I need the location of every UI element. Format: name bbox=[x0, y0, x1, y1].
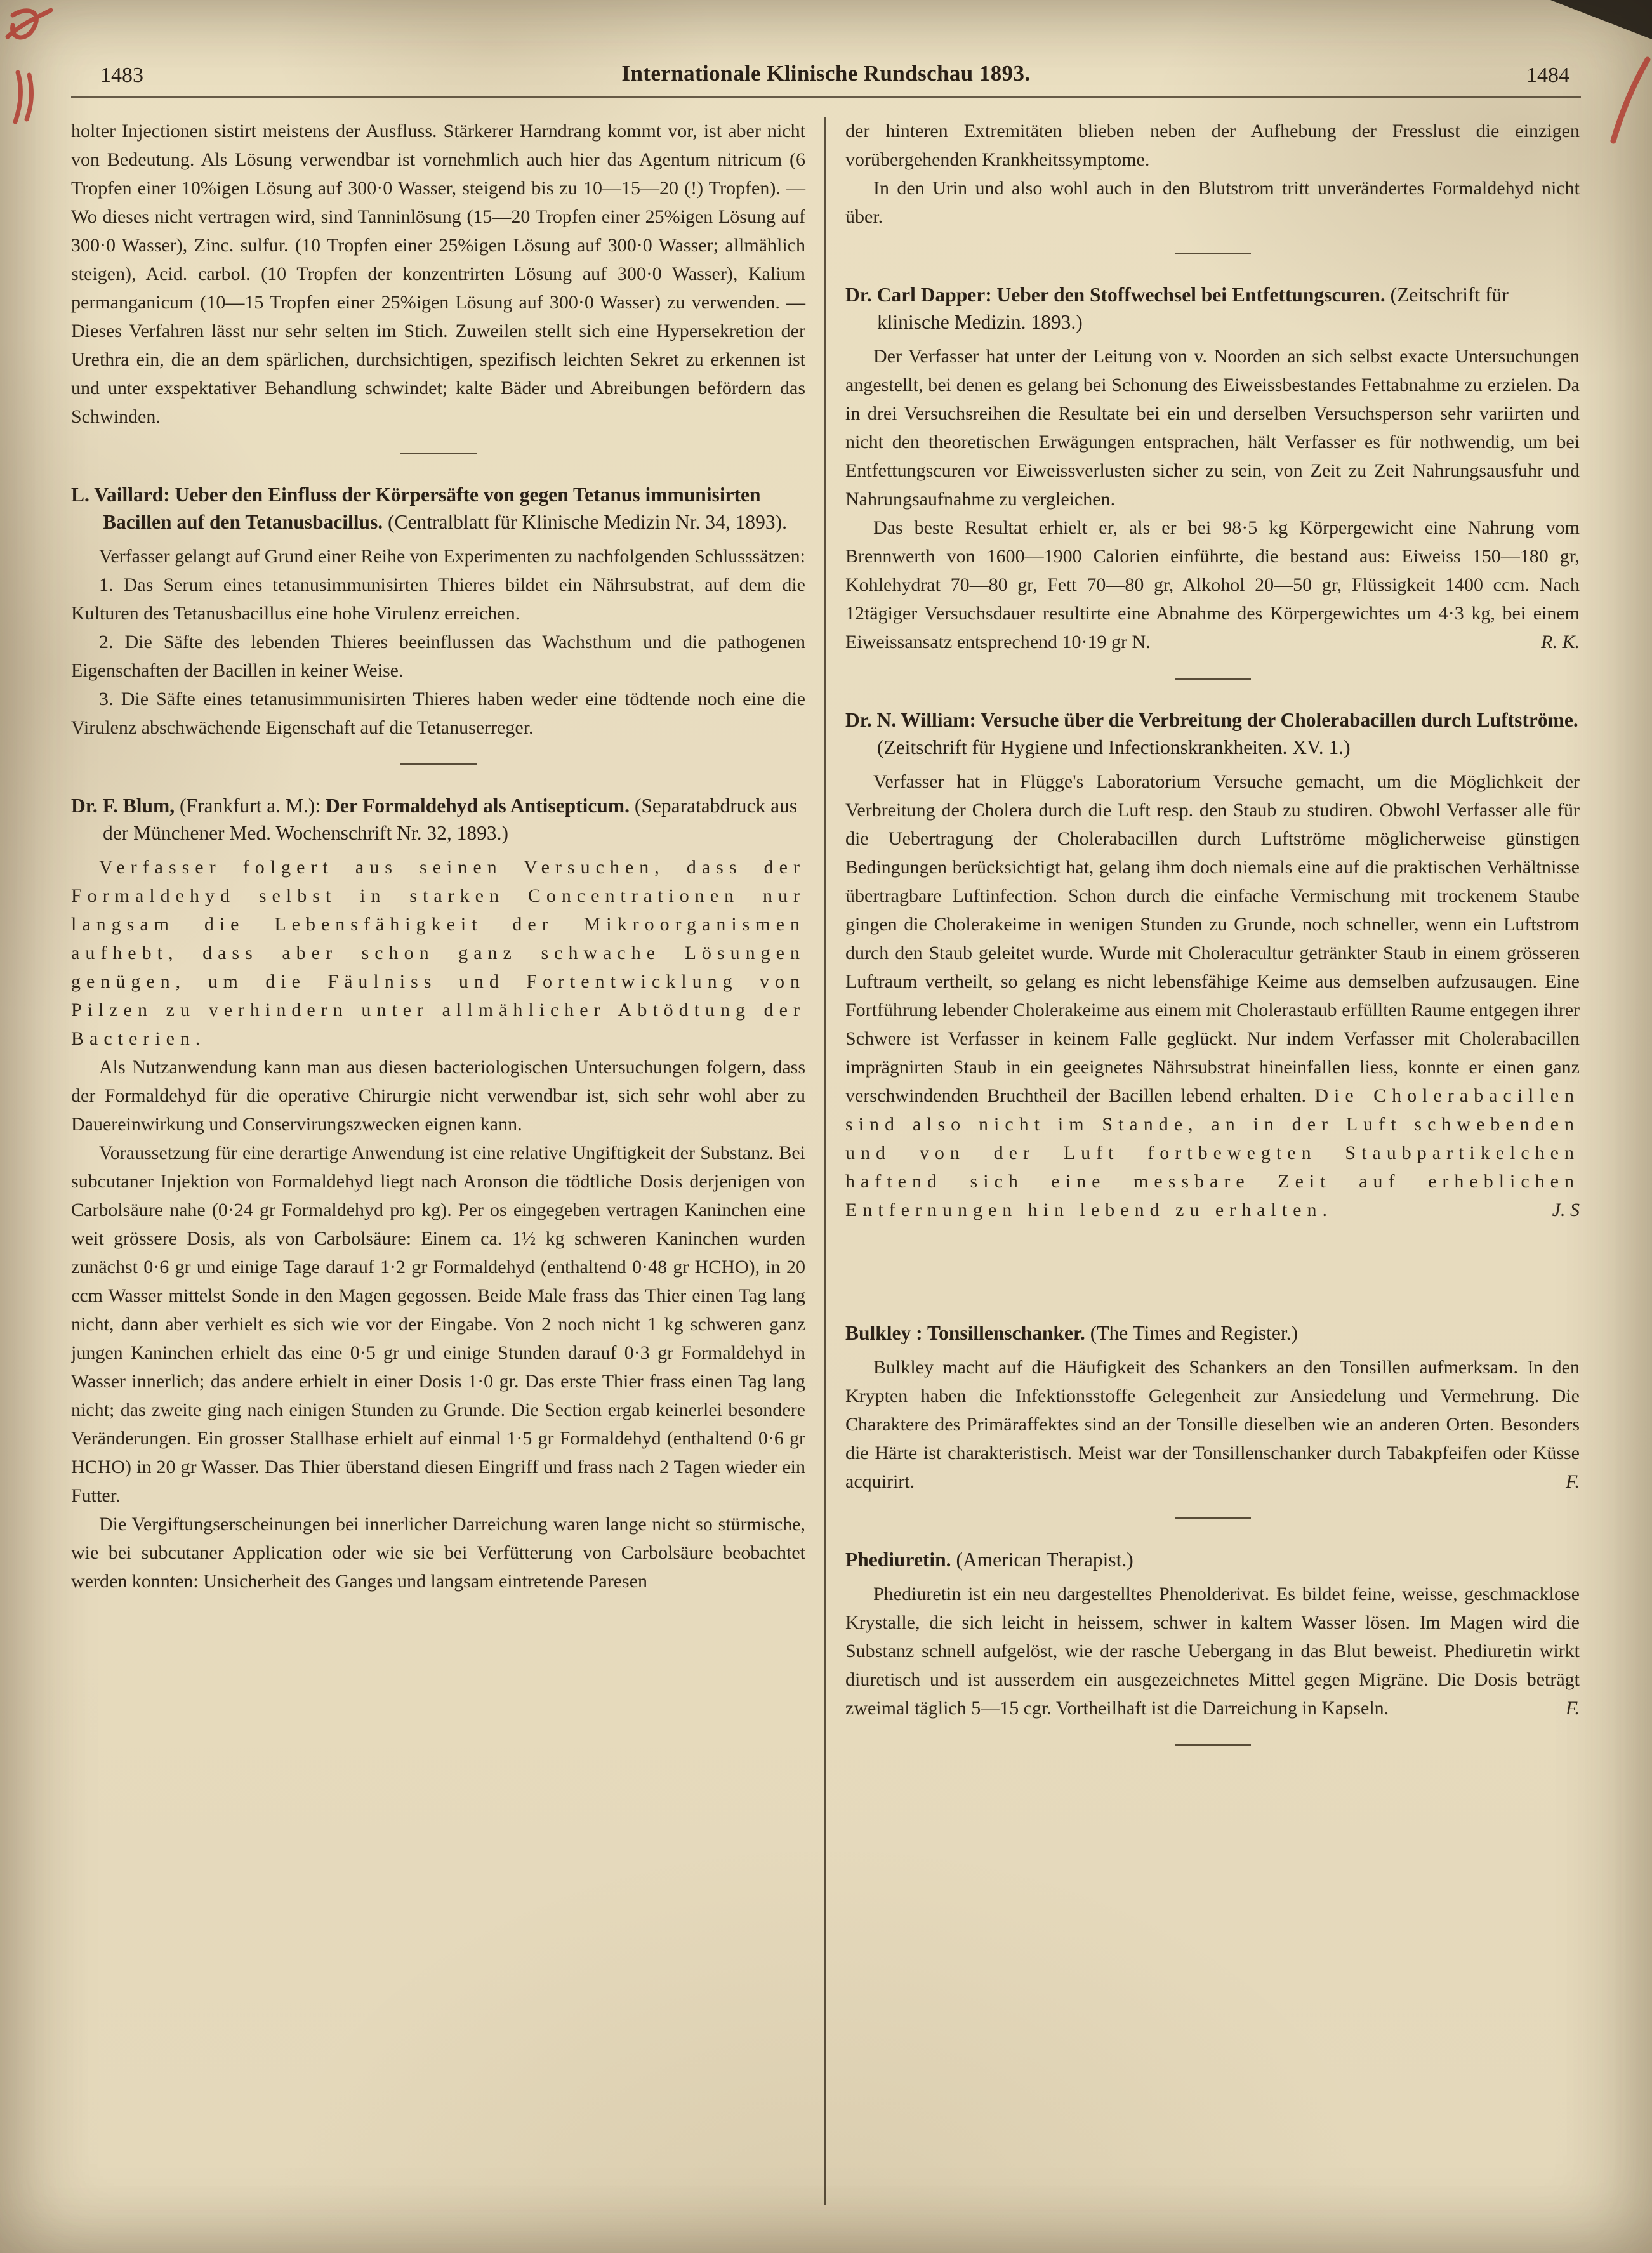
paragraph: Die Vergiftungserscheinungen bei innerlicher Darreichung waren lange nicht so stürmische, wie bei subcutaner Application oder wie sie bei Verfütterung von Carbolsäure beobachtet werden konnten: Unsicherheit des Ganges und langsam eintretende Paresen bbox=[71, 1514, 805, 1592]
section-divider bbox=[1175, 253, 1251, 254]
paragraph bbox=[845, 767, 1580, 1224]
article-citation: (The Times and Register.) bbox=[1090, 1322, 1298, 1344]
article-citation: (Separatabdruck aus der Münchener Med. Wochenschrift Nr. 32, 1893.) bbox=[103, 795, 798, 844]
article-heading bbox=[845, 281, 1580, 336]
paragraph-text: Verfasser hat in Flügge's Laboratorium Versuche gemacht, um die Möglichkeit der Verbreitung der Cholera durch die Luft resp. den Staub zu studiren. Obwohl Verfasser alle für die Uebertragung der Cholerabacillen durch Luftströme möglicherweise günstigen Bedingungen berücksichtigt hat, gelang ihm doch niemals eine auf die praktischen Verhältnisse übertragbare Luftinfection. Schon durch die einfache Vermischung mit trockenem Staube gingen die Cholerakeime in wenigen Stunden zu Grunde, noch schneller, wenn ein Luftstrom durch den Staub geleitet wurde. Wurde mit Choleracultur getränkter Staub in einem grösseren Luftraum vertheilt, so gelang es nicht lebensfähige Keime aus demselben aufzusaugen. Eine Fortführung lebender Cholerakeime aus einem mit Cholerastaub erfüllten Raume entgegen ihrer Schwere ist Verfasser in keinem Falle geglückt. Nur indem Verfasser mit Cholerabacillen imprägnirten Staub in ein geeignetes Nährsubstrat hineinfallen liess, konnte er einen ganz verschwindenden Bruchtheil der Bacillen lebend erhalten. bbox=[845, 771, 1580, 1106]
article-heading bbox=[845, 706, 1580, 761]
section-divider bbox=[1175, 1517, 1251, 1519]
reviewer-initials: R. K. bbox=[1541, 631, 1580, 652]
section-divider bbox=[1175, 678, 1251, 680]
paragraph: Als Nutzanwendung kann man aus diesen bacteriologischen Untersuchungen folgern, dass der Formaldehyd für die operative Chirurgie nicht verwendbar ist, sich sehr wohl aber zu Dauereinwirkung und Conservirungszwecken eignen kann. bbox=[71, 1057, 805, 1135]
paragraph-emphasized: Verfasser folgert aus seinen Versuchen, dass der Formaldehyd selbst in starken Concentrationen nur langsam die Lebensfähigkeit der Mikroorganismen aufhebt, dass aber schon ganz schwache Lösungen genügen, um die Fäulniss und Fortentwicklung von Pilzen zu verhindern unter allmählicher Abtödtung der Bacterien. bbox=[71, 857, 805, 1049]
paragraph-continuation: der hinteren Extremitäten blieben neben der Aufhebung der Fresslust die einzigen vorübergehenden Krankheitssymptome. bbox=[845, 121, 1580, 170]
article-vaillard bbox=[71, 481, 805, 742]
paragraph-text: Das beste Resultat erhielt er, als er bei 98·5 kg Körpergewicht eine Nahrung vom Brennwerth von 1600—1900 Calorien einführte, die bestand aus: Eiweiss 150—180 gr, Kohlehydrat 70—80 gr, Fett 70—80 gr, Alkohol 20—50 gr, Flüssigkeit 1400 ccm. Nach 12tägiger Versuchsdauer resultirte eine Abnahme des Körpergewichtes um 4·3 kg, bei einem Eiweissansatz entsprechend 10·19 gr N. bbox=[845, 517, 1580, 652]
reviewer-initials: J. S bbox=[1552, 1199, 1580, 1220]
article-title: Phediuretin. bbox=[845, 1549, 951, 1571]
article-title: Bulkley : Tonsillenschanker. bbox=[845, 1322, 1085, 1344]
column-divider-rule bbox=[824, 117, 826, 2205]
list-item-1: 1. Das Serum eines tetanusimmunisirten Thieres bildet ein Nährsubstrat, auf dem die Kulturen des Tetanusbacillus eine hohe Virulenz erreichen. bbox=[71, 574, 805, 624]
article-william bbox=[845, 706, 1580, 1224]
paragraph: Der Verfasser hat unter der Leitung von v. Noorden an sich selbst exacte Untersuchungen angestellt, bei denen es gelang bei Schonung des Eiweissbestandes Fettabnahme zu erzielen. Da in drei Versuchsreihen die Resultate bei ein und derselben Versuchsperson sehr variirten und nicht den theoretischen Erwägungen entsprachen, hält Verfasser es für nothwendig, um bei Entfettungscuren vor Eiweissverlusten sicher zu sein, von Zeit zu Zeit Nahrungsausfuhr und Nahrungsaufnahme zu vergleichen. bbox=[845, 346, 1580, 510]
section-divider bbox=[1175, 1744, 1251, 1746]
list-item-3: 3. Die Säfte eines tetanusimmunisirten Thieres haben weder eine tödtende noch eine die Virulenz abschwächende Eigenschaft auf die Tetanuserreger. bbox=[71, 689, 805, 738]
page-number-left: 1483 bbox=[100, 63, 143, 87]
reviewer-initials: F. bbox=[1566, 1471, 1580, 1492]
page-header bbox=[71, 0, 1581, 98]
two-column-text-area bbox=[71, 98, 1581, 2205]
paragraph: In den Urin und also wohl auch in den Blutstrom tritt unverändertes Formaldehyd nicht über. bbox=[845, 178, 1580, 227]
article-heading bbox=[71, 792, 805, 847]
paragraph bbox=[845, 1580, 1580, 1722]
paragraph: Verfasser gelangt auf Grund einer Reihe von Experimenten zu nachfolgenden Schlusssätzen: bbox=[99, 546, 805, 567]
article-citation: (American Therapist.) bbox=[956, 1549, 1133, 1571]
article-dapper bbox=[845, 281, 1580, 656]
article-author: Dr. F. Blum, bbox=[71, 795, 175, 817]
article-heading bbox=[845, 1319, 1580, 1347]
paragraph-text: Bulkley macht auf die Häufigkeit des Schankers an den Tonsillen aufmerksam. In den Krypten haben die Infektionsstoffe Gelegenheit zur Ansiedelung und Vermehrung. Die Charaktere des Primäraffektes sind an der Tonsille dieselben wie an anderen Orten. Besonders die Härte ist charakteristisch. Meist war der Tonsillenschanker durch Tabakpfeifen oder Küsse acquirirt. bbox=[845, 1357, 1580, 1492]
right-column bbox=[845, 117, 1580, 2205]
article-title: L. Vaillard: Ueber den Einfluss der Körpersäfte von gegen Tetanus immunisirten Bacillen auf den Tetanusbacillus. bbox=[71, 484, 761, 533]
left-column bbox=[71, 117, 805, 2205]
article-blum bbox=[71, 792, 805, 1596]
paragraph bbox=[845, 1353, 1580, 1496]
article-title: Dr. Carl Dapper: Ueber den Stoffwechsel bei Entfettungscuren. bbox=[845, 284, 1385, 306]
page-number-right: 1484 bbox=[1526, 63, 1569, 87]
article-heading bbox=[845, 1546, 1580, 1573]
section-divider bbox=[400, 763, 477, 765]
reviewer-initials: F. bbox=[1566, 1698, 1580, 1719]
red-ink-mark-top-right bbox=[1592, 56, 1652, 145]
article-heading bbox=[71, 481, 805, 536]
section-divider bbox=[400, 453, 477, 454]
list-item-2: 2. Die Säfte des lebenden Thieres beeinflussen das Wachsthum und die pathogenen Eigenschaften der Bacillen in keiner Weise. bbox=[71, 631, 805, 681]
article-citation: (Zeitschrift für klinische Medizin. 1893.) bbox=[877, 284, 1509, 333]
article-phediuretin bbox=[845, 1546, 1580, 1722]
article-bulkley bbox=[845, 1319, 1580, 1496]
paragraph-continuation: holter Injectionen sistirt meistens der Ausfluss. Stärkerer Harndrang kommt vor, ist aber nicht von Bedeutung. Als Lösung verwendbar ist vornehmlich auch hier das Agentum nitricum (6 Tropfen einer 10%igen Lösung auf 300·0 Wasser, steigend bis zu 10—15—20 (!) Tropfen). — Wo dieses nicht vertragen wird, sind Tanninlösung (15—20 Tropfen einer 25%igen Lösung auf 300·0 Wasser), Zinc. sulfur. (10 Tropfen einer 25%igen Lösung auf 300·0 Wasser; allmählich steigen), Acid. carbol. (10 Tropfen der konzentrirten Lösung auf 300·0 Wasser), Kalium permanganicum (10—15 Tropfen einer 25%igen Lösung auf 300·0 Wasser) zu verwenden. — Dieses Verfahren lässt nur sehr selten im Stich. Zuweilen stellt sich eine Hypersekretion der Urethra ein, die an dem spärlichen, durchsichtigen, spezifisch leichten Sekret zu erkennen ist und unter exspektativer Behandlung schwindet; kalte Bäder und Abreibungen befördern das Schwinden. bbox=[71, 121, 805, 427]
article-author-note: (Frankfurt a. M.): bbox=[179, 795, 321, 817]
article-title: Dr. N. William: Versuche über die Verbreitung der Cholerabacillen durch Luftströme. bbox=[845, 709, 1578, 731]
article-citation: (Centralblatt für Klinische Medizin Nr. 34, 1893). bbox=[388, 511, 787, 533]
article-title: Der Formaldehyd als Antisepticum. bbox=[326, 795, 630, 817]
paragraph-text: Phediuretin ist ein neu dargestelltes Phenolderivat. Es bildet feine, weisse, geschmacklose Krystalle, die sich leicht in heissem, schwer in kaltem Wasser lösen. Im Magen wird die Substanz schnell aufgelöst, wie der rasche Uebergang in das Blut beweist. Phediuretin wirkt diuretisch und ist ausserdem ein ausgezeichnetes Mittel gegen Migräne. Die Dosis beträgt zweimal täglich 5—15 cgr. Vortheilhaft ist die Darreichung in Kapseln. bbox=[845, 1583, 1580, 1719]
journal-title: Internationale Klinische Rundschau 1893. bbox=[621, 61, 1031, 86]
article-citation: (Zeitschrift für Hygiene und Infectionskrankheiten. XV. 1.) bbox=[877, 736, 1351, 758]
paragraph bbox=[845, 513, 1580, 656]
paragraph: Voraussetzung für eine derartige Anwendung ist eine relative Ungiftigkeit der Substanz. Bei subcutaner Injektion von Formaldehyd liegt nach Aronson die tödtliche Dosis derjenigen von Carbolsäure nahe (0·24 gr Formaldehyd pro kg). Per os eingegeben vertragen Kaninchen eine weit grössere Dosis, als von Carbolsäure: Einem ca. 1½ kg schweren Kaninchen wurden zunächst 0·6 gr und einige Tage darauf 1·2 gr Formaldehyd (enthaltend 0·48 gr HCHO), in 20 ccm Wasser mittelst Sonde in den Magen gegossen. Beide Male frass das Thier einen Tag lang nicht, dann aber verhielt es sich wie vor der Eingabe. Von 2 noch nicht 1 kg schweren ganz jungen Kaninchen erhielt das eine 0·5 gr und einige Stunden darauf 0·3 gr Formaldehyd in Wasser innerlich; das andere erhielt in einer Dosis 1·0 gr. Das erste Thier frass einen Tag lang nicht; das zweite ging nach einigen Stunden zu Grunde. Die Section ergab keinerlei besondere Veränderungen. Ein grosser Stallhase erhielt auf einmal 1·5 gr Formaldehyd (enthaltend 0·6 gr HCHO) in 20 gr Wasser. Das Thier überstand diesen Eingriff und frass nach 2 Tagen wieder ein Futter. bbox=[71, 1142, 805, 1506]
paragraph-emphasized-text: Die Cholerabacillen sind also nicht im Stande, an in der Luft schwebenden und von der Luft fortbewegten Staubpartikelchen haftend sich eine messbare Zeit auf erheblichen Entfernungen hin lebend zu erhalten. bbox=[845, 1085, 1580, 1220]
